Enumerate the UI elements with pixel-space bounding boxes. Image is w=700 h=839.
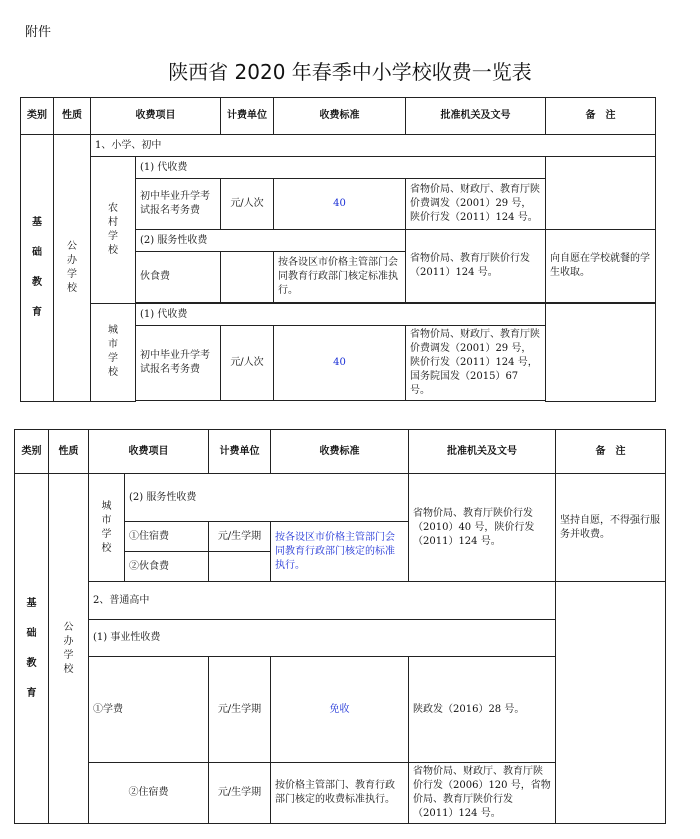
rural-meal-authority: 省物价局、教育厅陕价行发（2011）124 号。 [406,230,546,303]
header-category: 类别 [15,430,49,474]
header-nature: 性质 [54,98,91,135]
header-remark: 备 注 [546,98,656,135]
category-cell: 基础教育 [15,474,49,824]
header-item: 收费项目 [89,430,209,474]
nature-cell: 公办学校 [49,474,89,824]
hs-dorm-authority: 省物价局、财政厅、教育厅陕价行发（2006）120 号，省物价局、教育厅陕价行发（2011）124 号。 [409,763,556,824]
service-standard: 按各设区市价格主管部门会同教育行政部门核定的标准执行。 [271,522,409,582]
urban-school-cell: 城市学校 [89,474,125,582]
rural-exam-item: 初中毕业升学考试报名考务费 [136,179,221,230]
rural-collect-label: (1) 代收费 [136,157,546,179]
rural-meal-standard: 按各设区市价格主管部门会同教育行政部门核定标准执行。 [274,252,406,303]
hs-dorm-unit: 元/生学期 [209,763,271,824]
rural-meal-remark: 向自愿在学校就餐的学生收取。 [546,230,656,303]
urban-exam-value: 40 [274,326,406,401]
hs-dorm-standard: 按价格主管部门、教育行政部门核定的收费标准执行。 [271,763,409,824]
urban-collect-label: (1) 代收费 [136,304,546,326]
tuition-unit: 元/生学期 [209,657,271,763]
attachment-label: 附件 [25,25,52,40]
page-title: 陕西省 2020 年春季中小学校收费一览表 [168,60,532,84]
urban-exam-authority: 省物价局、财政厅、教育厅陕价费调发（2001）29 号，陕价行发（2011）124 号，国务院国发（2015）67 号。 [406,326,546,401]
header-nature: 性质 [49,430,89,474]
service-remark: 坚持自愿，不得强行服务并收费。 [556,474,666,582]
meal-item: ②伙食费 [125,552,209,582]
rural-exam-remark [546,157,656,230]
header-authority: 批准机关及文号 [406,98,546,135]
section-high-school: 2、普通高中 [89,582,556,620]
service-label: (2) 服务性收费 [125,474,409,522]
header-remark: 备 注 [556,430,666,474]
fee-table-1 [20,97,656,402]
rural-exam-unit: 元/人次 [221,179,274,230]
tuition-item: ①学费 [89,657,209,763]
header-standard: 收费标准 [271,430,409,474]
header-authority: 批准机关及文号 [409,430,556,474]
urban-exam-item: 初中毕业升学考试报名考务费 [136,326,221,401]
fee-table-2 [14,429,666,824]
category-cell: 基础教育 [21,135,54,402]
urban-exam-remark [546,304,656,402]
dorm-item: ①住宿费 [125,522,209,552]
rural-meal-unit [221,252,274,303]
header-unit: 计费单位 [209,430,271,474]
dorm-unit: 元/生学期 [209,522,271,552]
rural-meal-item: 伙食费 [136,252,221,303]
hs-dorm-item: ②住宿费 [89,763,209,824]
nature-cell: 公办学校 [54,135,91,402]
header-unit: 计费单位 [221,98,274,135]
rural-exam-value: 40 [274,179,406,230]
urban-school-cell: 城市学校 [91,304,136,402]
tuition-authority: 陕政发（2016）28 号。 [409,657,556,763]
urban-exam-unit: 元/人次 [221,326,274,401]
meal-unit [209,552,271,582]
header-standard: 收费标准 [274,98,406,135]
rural-service-label: (2) 服务性收费 [136,230,406,252]
service-authority: 省物价局、教育厅陕价行发（2010）40 号，陕价行发（2011）124 号。 [409,474,556,582]
tuition-value: 免收 [271,657,409,763]
header-item: 收费项目 [91,98,221,135]
section-primary-middle: 1、小学、初中 [91,135,656,157]
rural-exam-authority: 省物价局、财政厅、教育厅陕价费调发（2001）29 号，陕价行发（2011）124 号。 [406,179,546,230]
public-fee-label: (1) 事业性收费 [89,620,556,657]
high-school-remark [556,582,666,824]
rural-school-cell: 农村学校 [91,157,136,304]
header-category: 类别 [21,98,54,135]
